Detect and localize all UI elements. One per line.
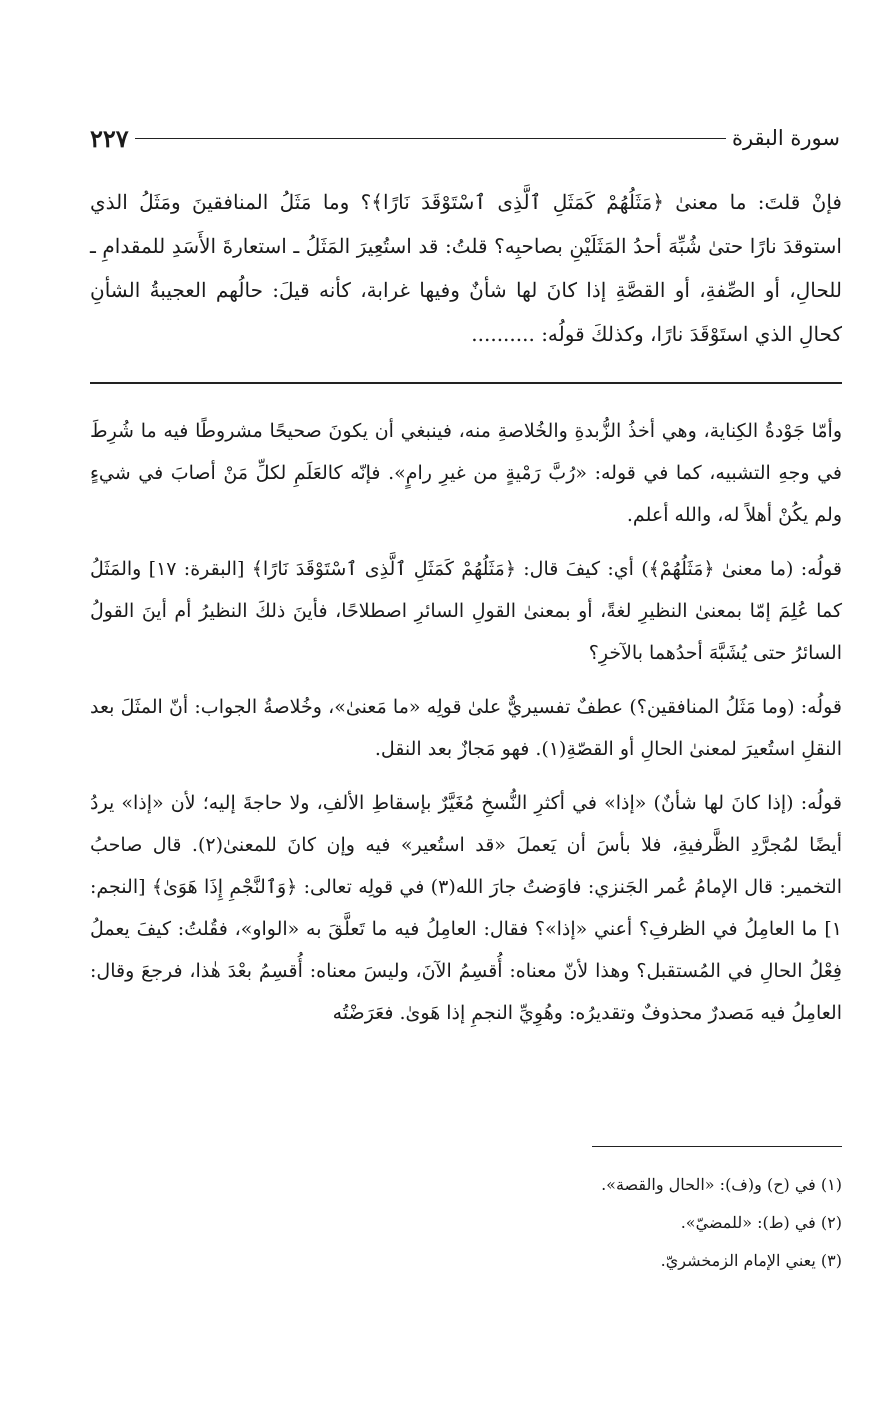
commentary-paragraph-1: وأمّا جَوْدةُ الكِناية، وهي أخذُ الزُّبدةِ والخُلاصةِ منه، فينبغي أن يكونَ صحيحًا مشروطًا فيه ما شُرِطَ في وجهِ التشبيه، كما في قوله: «رُبَّ رَمْيةٍ من غيرِ رامٍ». فإنّه كالعَلَمِ لكلِّ مَنْ أصابَ في شيءٍ ولم يكُنْ أهلاً له، والله أعلم. [90,420,842,526]
commentary-paragraph-2: قولُه: (ما معنىٰ ﴿مَثَلُهُمْ﴾) أي: كيفَ قال: ﴿مَثَلُهُمْ كَمَثَلِ ٱلَّذِى ٱسْتَوْقَدَ نَارًا﴾ [البقرة: ١٧] والمَثَلُ كما عُلِمَ إمّا بمعنىٰ النظيرِ لغةً، أو بمعنىٰ القولِ السائرِ اصطلاحًا، فأينَ ذلكَ النظيرُ أم أينَ القولُ السائرُ حتى يُشَبَّهَ أحدُهما بالآخرِ؟ [90,558,842,664]
header-rule [135,138,726,139]
commentary-paragraph-4: قولُه: (إذا كانَ لها شأنٌ) «إذا» في أكثرِ النُّسخِ مُغَيَّرٌ بإسقاطِ الألفِ، ولا حاجةَ إليه؛ لأن «إذا» يردُ أيضًا لمُجرَّدِ الظَّرفيةِ، فلا بأسَ أن يَعملَ «قد استُعير» فيه وإن كانَ للمعنىٰ(٢). قال صاحبُ التخمير: قال الإمامُ عُمر الجَنزي: فاوَضتُ جارَ الله(٣) في قولِه تعالى: ﴿وَٱلنَّجْمِ إِذَا هَوَىٰ﴾ [النجم: ١] ما العامِلُ في الظرفِ؟ أعني «إذا»؟ فقال: العامِلُ فيه ما تَعلَّقَ به «الواو»، فقُلتُ: كيفَ يعملُ فِعْلُ الحالِ في المُستقبل؟ وهذا لأنّ معناه: أُقسِمُ الآنَ، وليسَ معناه: أُقسِمُ بعْدَ هٰذا، فرجعَ وقال: العامِلُ فيه مَصدرٌ محذوفٌ وتقديرُه: وهُوِيِّ النجمِ إذا هَوىٰ. فعَرَضْتُه [90,792,842,1024]
section-divider [90,382,842,384]
surah-title: سورة البقرة [731,126,840,150]
commentary-block [90,410,842,1046]
main-text-block [90,180,842,356]
footnote-1: (١) في (ح) و(ف): «الحال والقصة». [601,1175,842,1194]
footnote-2: (٢) في (ط): «للمضيّ». [680,1213,842,1232]
page-header [90,118,840,158]
footnotes [90,1166,842,1280]
commentary-paragraph-3: قولُه: (وما مَثَلُ المنافقين؟) عطفٌ تفسيريٌّ علىٰ قولِه «ما مَعنىٰ»، وخُلاصةُ الجواب: أنّ المثَلَ بعد النقلِ استُعيرَ لمعنىٰ الحالِ أو القصّةِ(١). فهو مَجازٌ بعد النقل. [90,696,842,760]
footnote-divider [592,1146,842,1147]
main-paragraph: فإنْ قلتَ: ما معنىٰ ﴿مَثَلُهُمْ كَمَثَلِ ٱلَّذِى ٱسْتَوْقَدَ نَارًا﴾؟ وما مَثَلُ المنافقينَ ومَثَلُ الذي استوقدَ نارًا حتىٰ شُبِّهَ أحدُ المَثَلَيْنِ بصاحبِه؟ قلتُ: قد استُعِيرَ المَثَلُ ـ استعارةَ الأَسَدِ للمقدامِ ـ للحالِ، أو الصِّفةِ، أو القصَّةِ إذا كانَ لها شأنٌ وفيها غرابة، كأنه قيلَ: حالُهم العجيبةُ الشأنِ كحالِ الذي استَوْقَدَ نارًا، وكذلكَ قولُه: .......... [90,190,842,346]
footnote-3: (٣) يعني الإمام الزمخشريّ. [660,1251,842,1270]
page-number: ٢٢٧ [90,123,129,153]
